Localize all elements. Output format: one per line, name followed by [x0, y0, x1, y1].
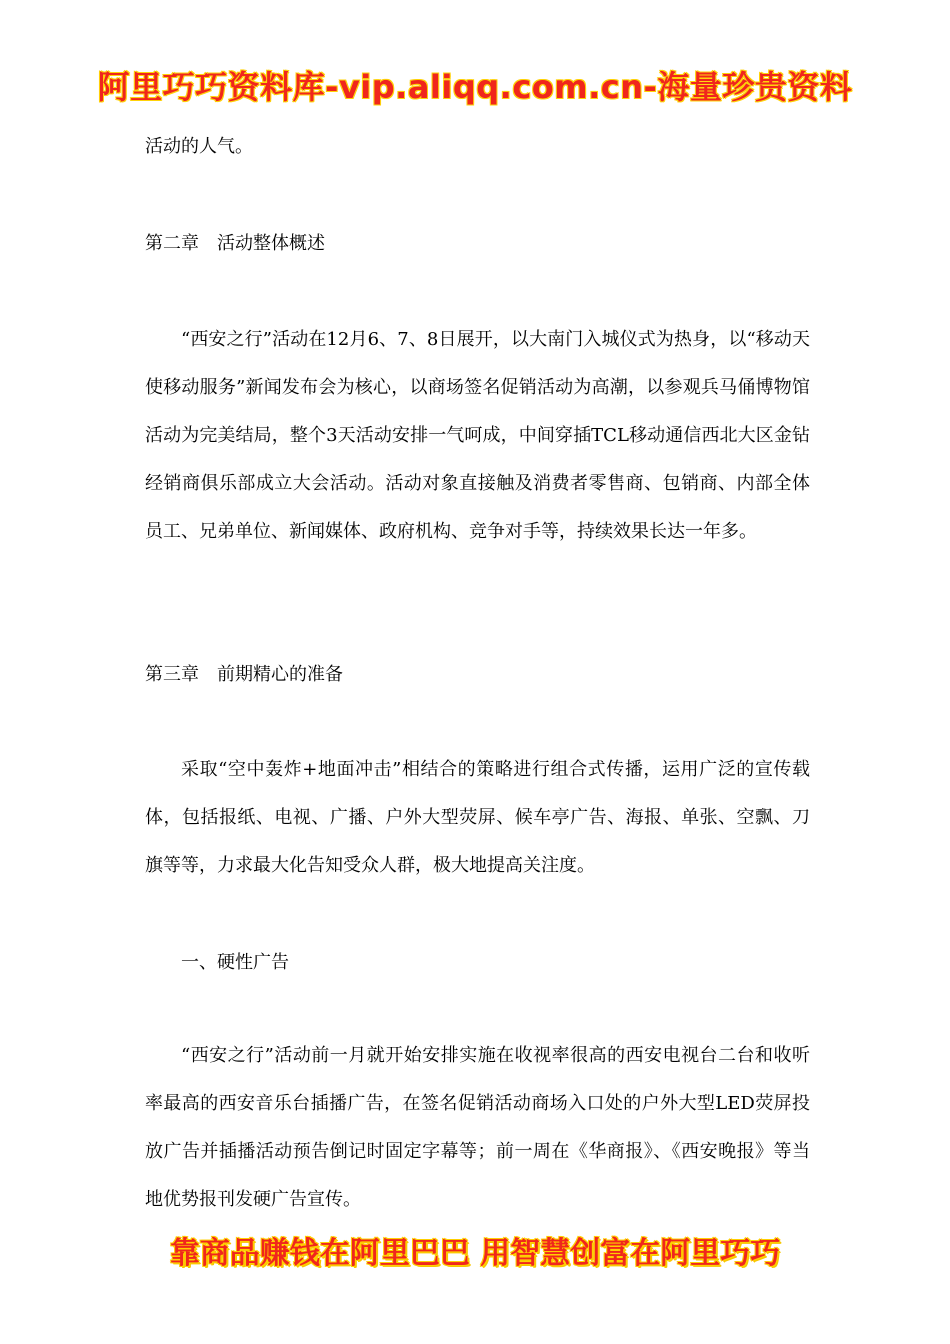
chapter2-heading: 第二章 活动整体概述	[145, 233, 325, 254]
header-banner: 阿里巧巧资料库-vip.aliqq.com.cn-海量珍贵资料	[97, 68, 853, 106]
chapter3-paragraph: 采取“空中轰炸+地面冲击”相结合的策略进行组合式传播，运用广泛的宣传载体，包括报纸、电视、广播、户外大型荧屏、候车亭广告、海报、单张、空飘、刀旗等等，力求最大化告知受众人群，极大地提高关注度。	[145, 759, 810, 876]
opening-line: 活动的人气。	[145, 136, 253, 157]
section1-heading: 一、硬性广告	[181, 952, 289, 973]
section1-paragraph: “西安之行”活动前一月就开始安排实施在收视率很高的西安电视台二台和收听率最高的西安音乐台插播广告，在签名促销活动商场入口处的户外大型LED荧屏投放广告并插播活动预告倒记时固定字幕等；前一周在《华商报》、《西安晚报》等当地优势报刊发硬广告宣传。	[145, 1045, 810, 1210]
chapter3-heading: 第三章 前期精心的准备	[145, 664, 343, 685]
footer-banner: 靠商品赚钱在阿里巴巴 用智慧创富在阿里巧巧	[169, 1236, 781, 1271]
chapter2-paragraph: “西安之行”活动在12月6、7、8日展开，以大南门入城仪式为热身，以“移动天使移动服务”新闻发布会为核心，以商场签名促销活动为高潮，以参观兵马俑博物馆活动为完美结局，整个3天活动安排一气呵成，中间穿插TCL移动通信西北大区金钻经销商俱乐部成立大会活动。活动对象直接触及消费者零售商、包销商、内部全体员工、兄弟单位、新闻媒体、政府机构、竞争对手等，持续效果长达一年多。	[145, 329, 810, 542]
